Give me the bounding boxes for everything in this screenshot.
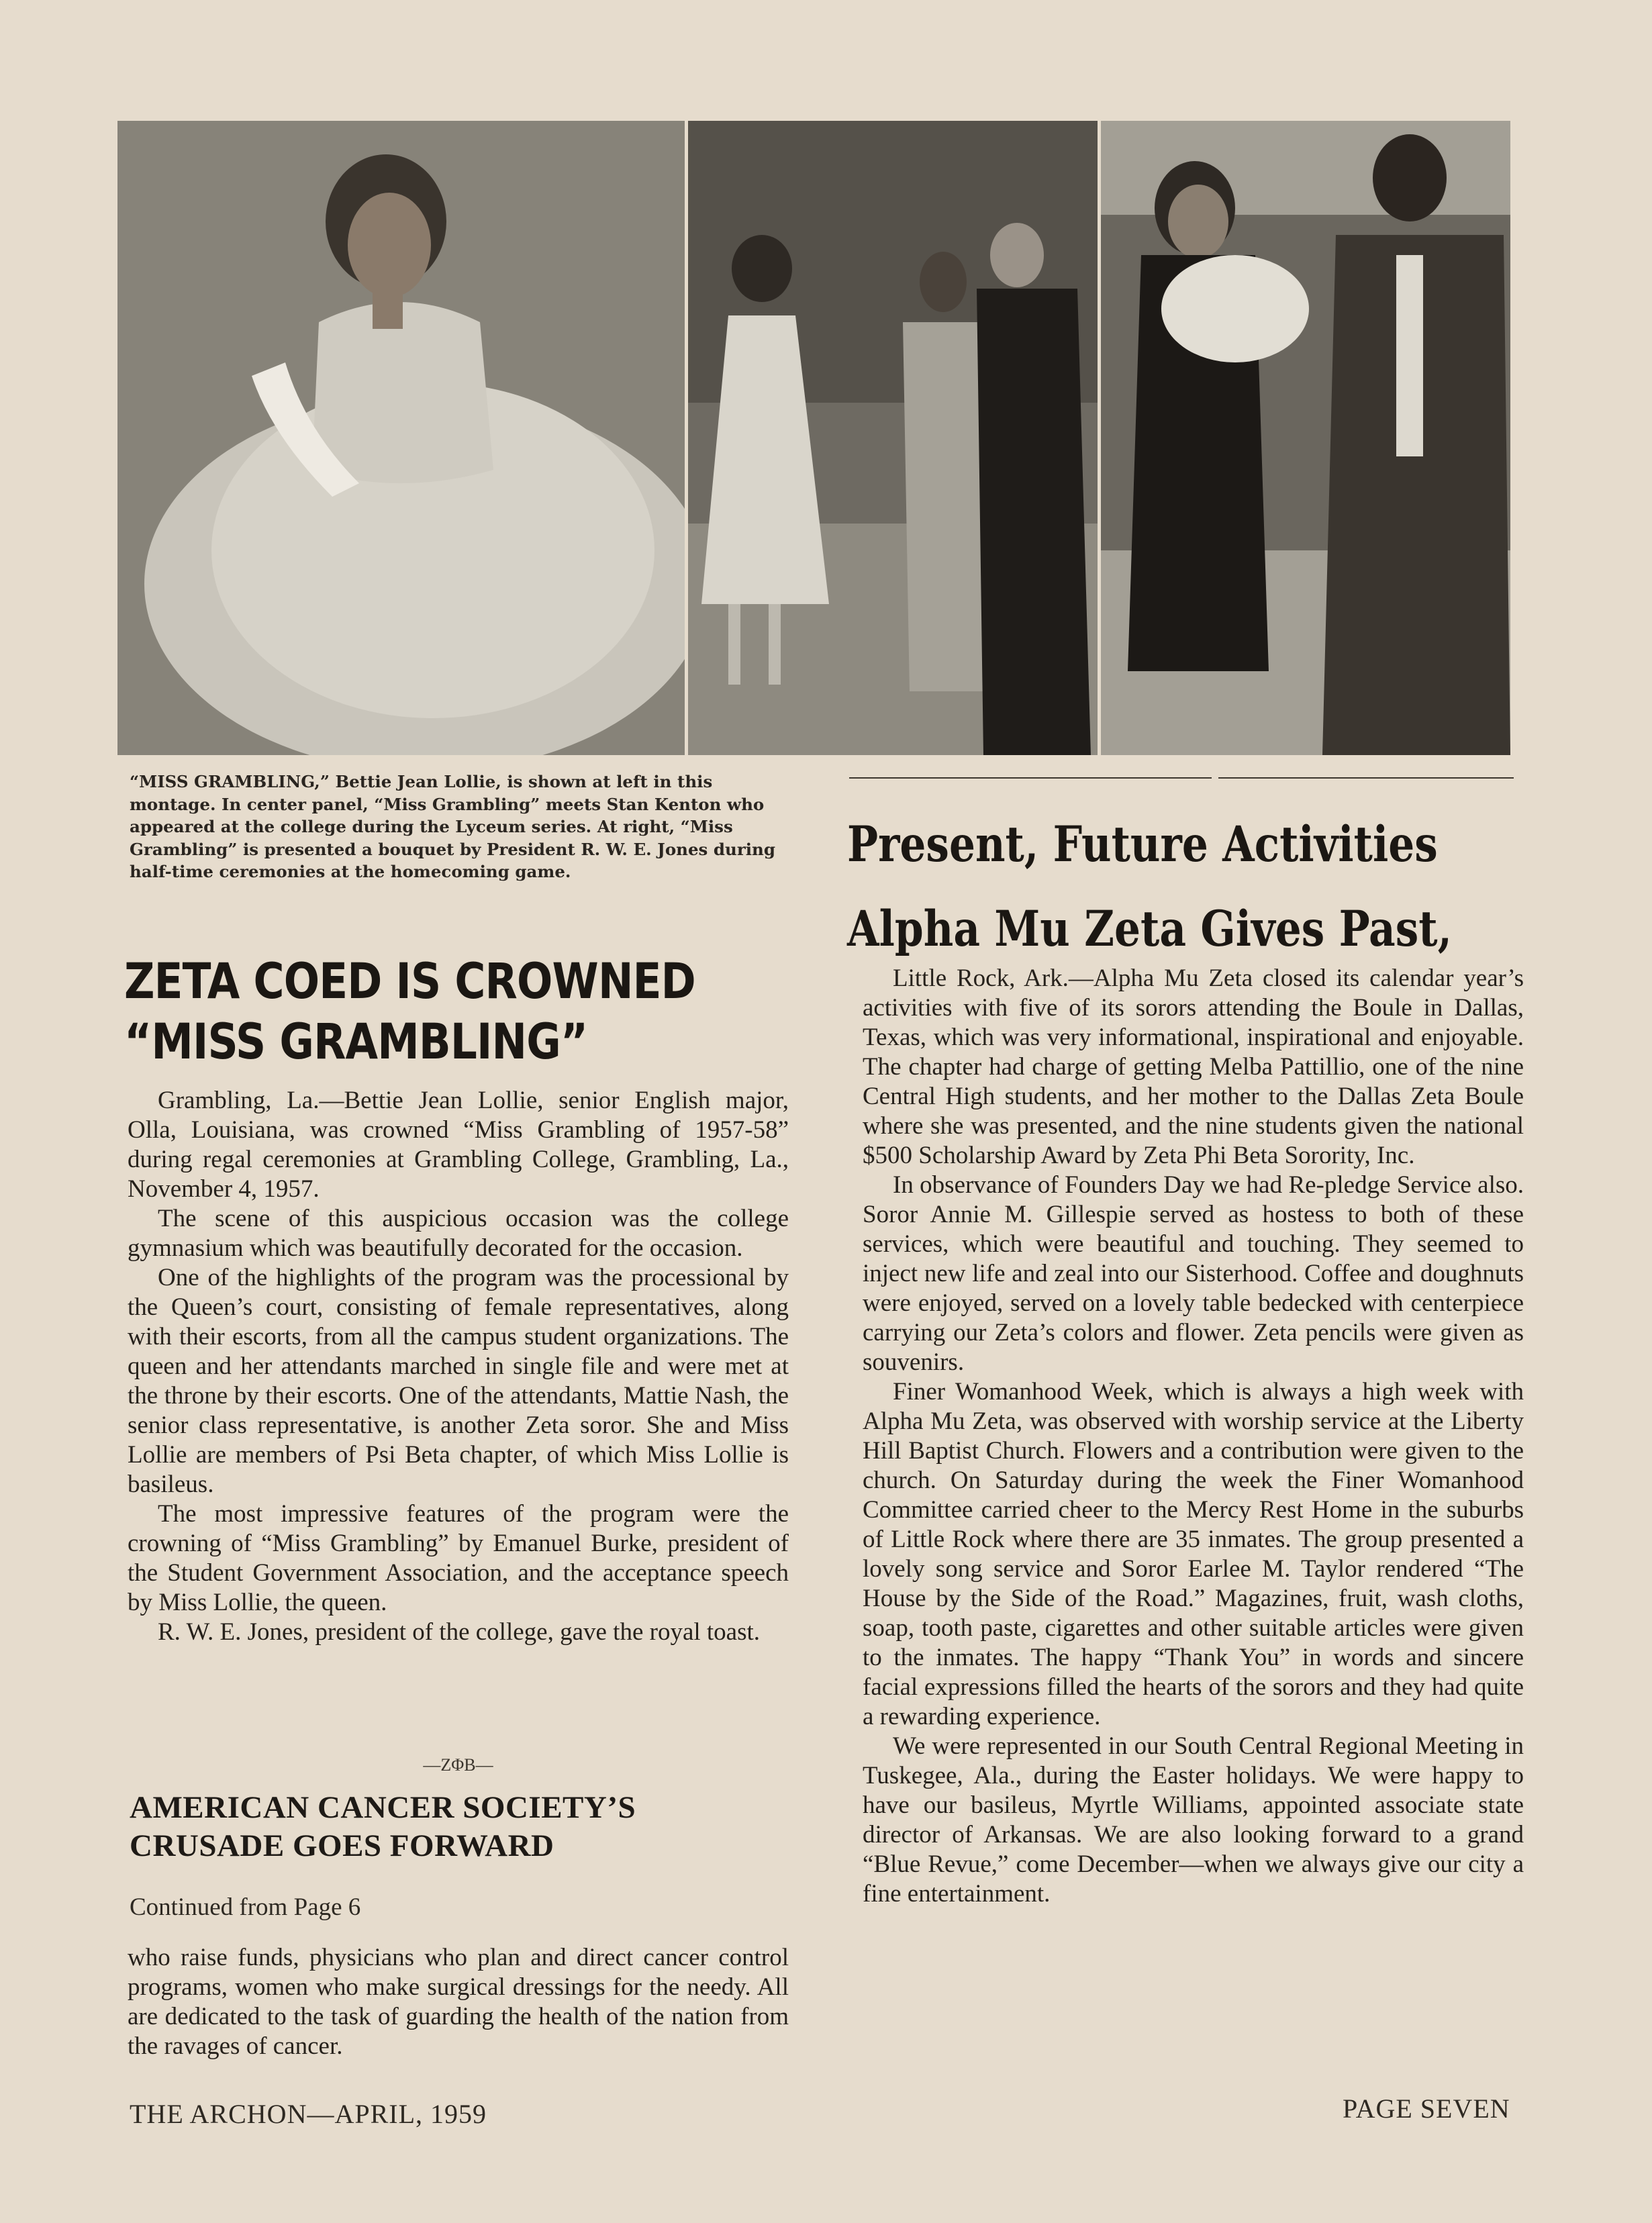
left-article-headline (124, 952, 701, 1073)
column-rule (849, 777, 1212, 779)
right-headline-line-2: Alpha Mu Zeta Gives Past, (847, 900, 1452, 958)
right-paragraph: Little Rock, Ark.—Alpha Mu Zeta closed its calendar year’s activities with five of its sorors attending the Boule in Dallas, Texas, which was very informational, inspirational and enjoyable. The chapter had charge of getting Melba Pattillio, one of the nine Central High students, and her mother to the Dallas Zeta Boule where she was presented, and the nine students given the national $500 Scholarship Award by Zeta Phi Beta Sorority, Inc. (863, 965, 1524, 1169)
right-paragraph: In observance of Founders Day we had Re-pledge Service also. Soror Annie M. Gillespie served as hostess to both of these services, which were beautiful and touching. They seemed to inject new life and zeal into our Sisterhood. Coffee and doughnuts were enjoyed, served on a lovely table bedecked with centerpiece carrying our Zeta’s colors and flower. Zeta pencils were given as souvenirs. (863, 1171, 1524, 1376)
cancer-article-body (128, 1943, 789, 2061)
column-rule (1218, 777, 1514, 779)
cancer-headline-line-1: AMERICAN CANCER SOCIETY’S (130, 1790, 636, 1825)
left-paragraph: The most impressive features of the program were the crowning of “Miss Grambling” by Emanuel Burke, president of the Student Government Association, and the acceptance speech by Miss Lollie, the queen. (128, 1500, 789, 1616)
cancer-headline-line-2: CRUSADE GOES FORWARD (130, 1828, 554, 1863)
right-paragraph: Finer Womanhood Week, which is always a high week with Alpha Mu Zeta, was observed with worship service at the Liberty Hill Baptist Church. Flowers and a contribution were given to the church. On Saturday during the week the Finer Womanhood Committee carried cheer to the Mercy Rest Home in the suburbs of Little Rock where there are 35 inmates. The group presented a lovely song service and Soror Earlee M. Taylor rendered “The House by the Side of the Road.” Magazines, fruit, wash cloths, soap, tooth paste, cigarettes and other suitable articles were given to the inmates. The happy “Thank You” in words and sincere facial expressions filled the hearts of the sorors and they had quite a rewarding experience. (863, 1378, 1524, 1730)
left-paragraph: The scene of this auspicious occasion was the college gymnasium which was beautifully decorated for the occasion. (128, 1205, 789, 1262)
right-paragraph: We were represented in our South Central Regional Meeting in Tuskegee, Ala., during the Easter holidays. We were happy to have our basileus, Myrtle Williams, appointed associate state director of Arkansas. We are also looking forward to a grand “Blue Revue,” come December—when we always give our city a fine entertainment. (863, 1732, 1524, 1908)
footer-publication: THE ARCHON—APRIL, 1959 (130, 2099, 487, 2129)
left-paragraph: R. W. E. Jones, president of the college, gave the royal toast. (158, 1618, 761, 1646)
photo-meeting-stan-kenton (688, 121, 1098, 755)
left-paragraph: One of the highlights of the program was the processional by the Queen’s court, consisting of female representatives, along with their escorts, from all the campus student organizations. The queen and her attendants marched in single file and were met at the throne by their escorts. One of the attendants, Mattie Nash, the senior class representative, is another Zeta soror. She and Miss Lollie are members of Psi Beta chapter, of which Miss Lollie is basileus. (128, 1264, 789, 1498)
photo-miss-grambling-portrait (117, 121, 685, 755)
photo-caption: “MISS GRAMBLING,” Bettie Jean Lollie, is shown at left in this montage. In center panel, “Miss Grambling” meets Stan Kenton who appeared at the college during the Lyceum series. At right, “Miss Grambling” is presented a bouquet by President R. W. E. Jones during half-time ceremonies at the homecoming game. (130, 772, 775, 881)
left-paragraph: Grambling, La.—Bettie Jean Lollie, senior English major, Olla, Louisiana, was crowned “Miss Grambling of 1957-58” during regal ceremonies at Grambling College, Grambling, La., November 4, 1957. (128, 1087, 789, 1203)
footer-page-number: PAGE SEVEN (1343, 2093, 1510, 2124)
photo-bouquet-presentation (1101, 121, 1510, 755)
continued-note: Continued from Page 6 (130, 1893, 361, 1921)
right-article-body (863, 964, 1524, 1909)
photo-montage (117, 121, 1510, 755)
left-headline-line-1: ZETA COED IS CROWNED (124, 953, 695, 1010)
cancer-paragraph: who raise funds, physicians who plan and direct cancer control programs, women who make surgical dressings for the needy. All are dedicated to the task of guarding the health of the nation from the ravages of cancer. (128, 1944, 789, 2060)
right-article-headline (847, 802, 1452, 971)
section-separator: —ZΦB— (423, 1755, 493, 1775)
left-headline-line-2: “MISS GRAMBLING” (124, 1014, 588, 1071)
right-headline-line-1: Present, Future Activities (847, 816, 1438, 873)
cancer-article-headline (130, 1789, 801, 1865)
left-article-body (128, 1086, 789, 1647)
